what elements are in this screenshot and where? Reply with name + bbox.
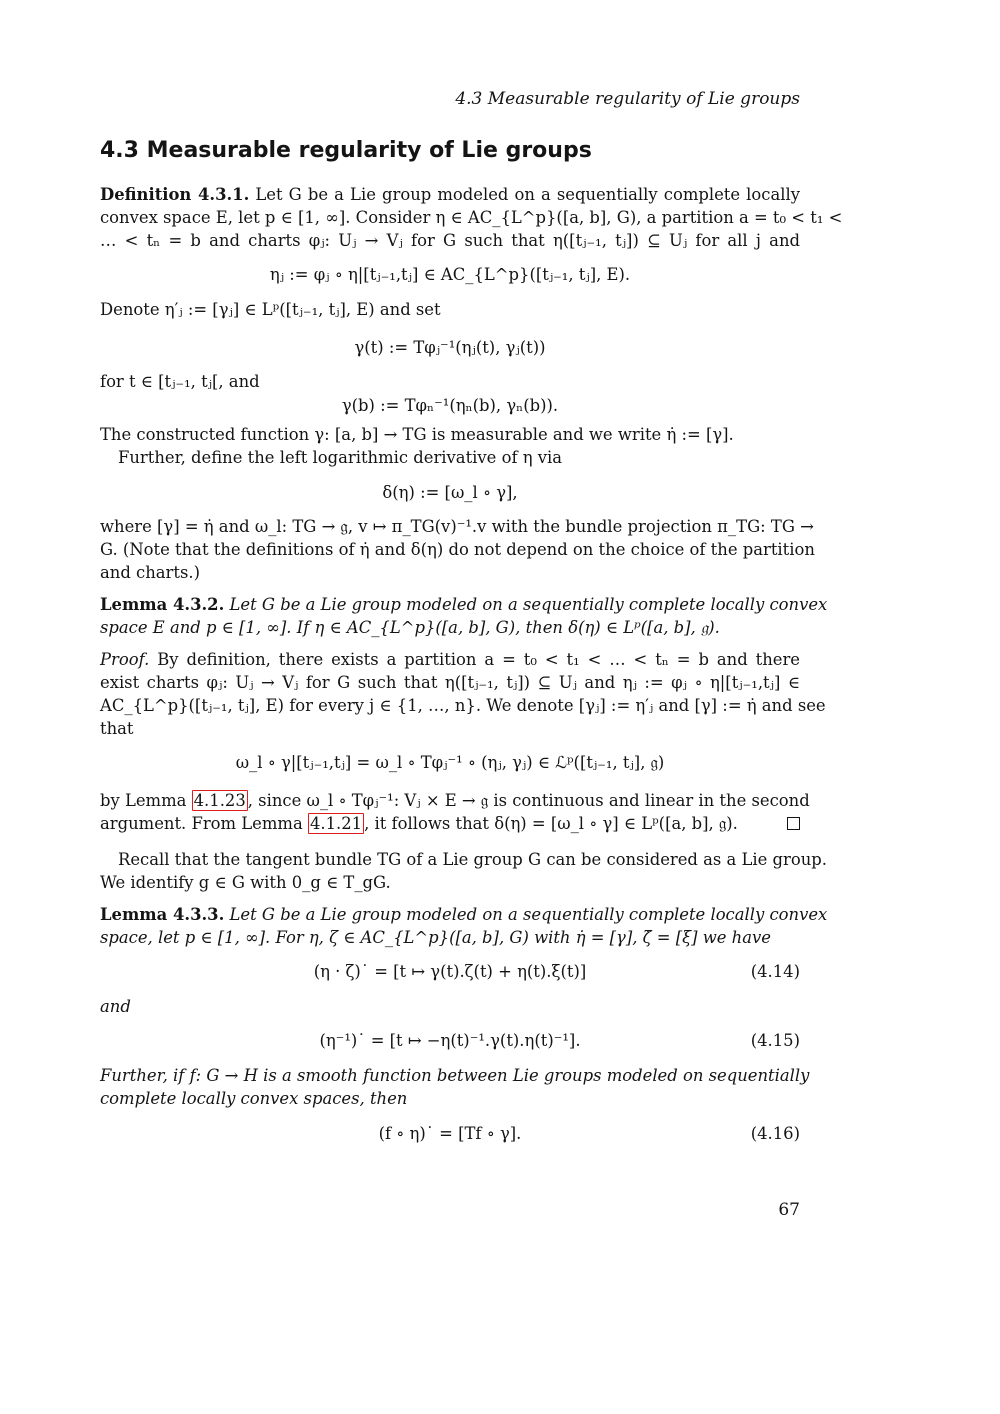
definition-text: Let G be a Lie group modeled on a sequentially complete locally: [255, 185, 800, 204]
page: [100, 0, 843, 1414]
proof-line-5: [100, 789, 810, 812]
recall-line-1: Recall that the tangent bundle TG of a Lie group G can be considered as a Lie group.: [118, 850, 827, 869]
equation-delta: δ(η) := [ω_l ∘ γ],: [382, 483, 518, 502]
definition-line-2: convex space E, let p ∈ [1, ∞]. Consider η ∈ AC_{L^p}([a, b], G), a partition a = t₀ < t₁ <: [100, 208, 843, 227]
definition-line-1: [100, 183, 800, 206]
proof-line-2: exist charts φⱼ: Uⱼ → Vⱼ for G such that η([tⱼ₋₁, tⱼ]) ⊆ Uⱼ and ηⱼ := φⱼ ∘ η|[tⱼ₋₁,tⱼ] ∈: [100, 673, 800, 692]
lemma-433-label: Lemma 4.3.3.: [100, 905, 225, 924]
equation-eta-j: ηⱼ := φⱼ ∘ η|[tⱼ₋₁,tⱼ] ∈ AC_{L^p}([tⱼ₋₁, tⱼ], E).: [269, 265, 631, 284]
definition-line-5: for t ∈ [tⱼ₋₁, tⱼ[, and: [100, 372, 260, 391]
equation-number-4-14: (4.14): [750, 962, 800, 981]
lemma-432-label: Lemma 4.3.2.: [100, 595, 225, 614]
proof-text: By definition, there exists a partition a = t₀ < t₁ < … < tₙ = b and there: [157, 650, 800, 669]
lemma-433-line-2: space, let p ∈ [1, ∞]. For η, ζ ∈ AC_{L^p}([a, b], G) with η̇ = [γ], ζ̇ = [ξ] we have: [100, 928, 771, 947]
lemma-4-1-21-link[interactable]: 4.1.21: [309, 814, 363, 833]
qed-box-icon: [787, 817, 800, 830]
lemma-433-text: Let G be a Lie group modeled on a sequentially complete locally convex: [229, 905, 828, 924]
lemma-432-line-2: space E and p ∈ [1, ∞]. If η ∈ AC_{L^p}([a, b], G), then δ(η) ∈ Lᵖ([a, b], 𝔤).: [100, 618, 720, 637]
page-number: 67: [778, 1200, 800, 1220]
proof-line-6: [100, 812, 800, 835]
equation-gamma-b: γ(b) := Tφₙ⁻¹(ηₙ(b), γₙ(b)).: [341, 396, 559, 415]
proof-label: Proof.: [100, 650, 150, 669]
proof-line-5-pre: by Lemma: [100, 791, 187, 810]
equation-gamma-t: γ(t) := Tφⱼ⁻¹(ηⱼ(t), γⱼ(t)): [354, 338, 546, 357]
lemma-433-line-1: [100, 903, 828, 926]
proof-line-3: AC_{L^p}([tⱼ₋₁, tⱼ], E) for every j ∈ {1, …, n}. We denote [γⱼ] := η′ⱼ and [γ] := η̇ and see: [100, 696, 826, 715]
recall-line-2: We identify g ∈ G with 0_g ∈ T_gG.: [100, 873, 391, 892]
proof-line-4: that: [100, 719, 134, 738]
equation-4-15: (η⁻¹)˙ = [t ↦ −η(t)⁻¹.γ(t).η(t)⁻¹].: [319, 1031, 581, 1050]
proof-line-6-post: , it follows that δ(η) = [ω_l ∘ γ] ∈ Lᵖ([a, b], 𝔤).: [364, 814, 738, 833]
running-head: 4.3 Measurable regularity of Lie groups: [455, 89, 800, 109]
lemma-433-line-4: complete locally convex spaces, then: [100, 1089, 408, 1108]
section-title: 4.3 Measurable regularity of Lie groups: [100, 138, 592, 163]
definition-line-10: and charts.): [100, 563, 200, 582]
lemma-432-line-1: [100, 593, 828, 616]
lemma-4-1-23-link[interactable]: 4.1.23: [193, 791, 246, 810]
proof-line-5-post: , since ω_l ∘ Tφⱼ⁻¹: Vⱼ × E → 𝔤 is continuous and linear in the second: [247, 791, 810, 810]
equation-number-4-15: (4.15): [750, 1031, 800, 1050]
lemma-432-text: Let G be a Lie group modeled on a sequentially complete locally convex: [229, 595, 828, 614]
definition-line-8: where [γ] = η̇ and ω_l: TG → 𝔤, v ↦ π_TG(v)⁻¹.v with the bundle projection π_TG: TG →: [100, 517, 814, 536]
definition-line-9: G. (Note that the definitions of η̇ and δ(η) do not depend on the choice of the partition: [100, 540, 815, 559]
equation-4-16: (f ∘ η)˙ = [Tf ∘ γ].: [378, 1124, 522, 1143]
equation-omega-gamma: ω_l ∘ γ|[tⱼ₋₁,tⱼ] = ω_l ∘ Tφⱼ⁻¹ ∘ (ηⱼ, γⱼ) ∈ ℒᵖ([tⱼ₋₁, tⱼ], 𝔤): [235, 753, 665, 772]
lemma-433-line-3: Further, if f: G → H is a smooth function between Lie groups modeled on sequentially: [100, 1066, 810, 1085]
proof-line-1: [100, 648, 800, 671]
definition-line-6: The constructed function γ: [a, b] → TG is measurable and we write η̇ := [γ].: [100, 425, 734, 444]
definition-line-3: … < tₙ = b and charts φⱼ: Uⱼ → Vⱼ for G such that η([tⱼ₋₁, tⱼ]) ⊆ Uⱼ for all j and: [100, 231, 800, 250]
proof-line-6-pre: argument. From Lemma: [100, 814, 303, 833]
definition-label: Definition 4.3.1.: [100, 185, 250, 204]
definition-line-7: Further, define the left logarithmic derivative of η via: [118, 448, 563, 467]
equation-4-14: (η · ζ)˙ = [t ↦ γ(t).ζ(t) + η(t).ξ(t)]: [313, 962, 587, 981]
lemma-433-and: and: [100, 997, 131, 1016]
equation-number-4-16: (4.16): [750, 1124, 800, 1143]
definition-line-4: Denote η′ⱼ := [γⱼ] ∈ Lᵖ([tⱼ₋₁, tⱼ], E) and set: [100, 300, 441, 319]
